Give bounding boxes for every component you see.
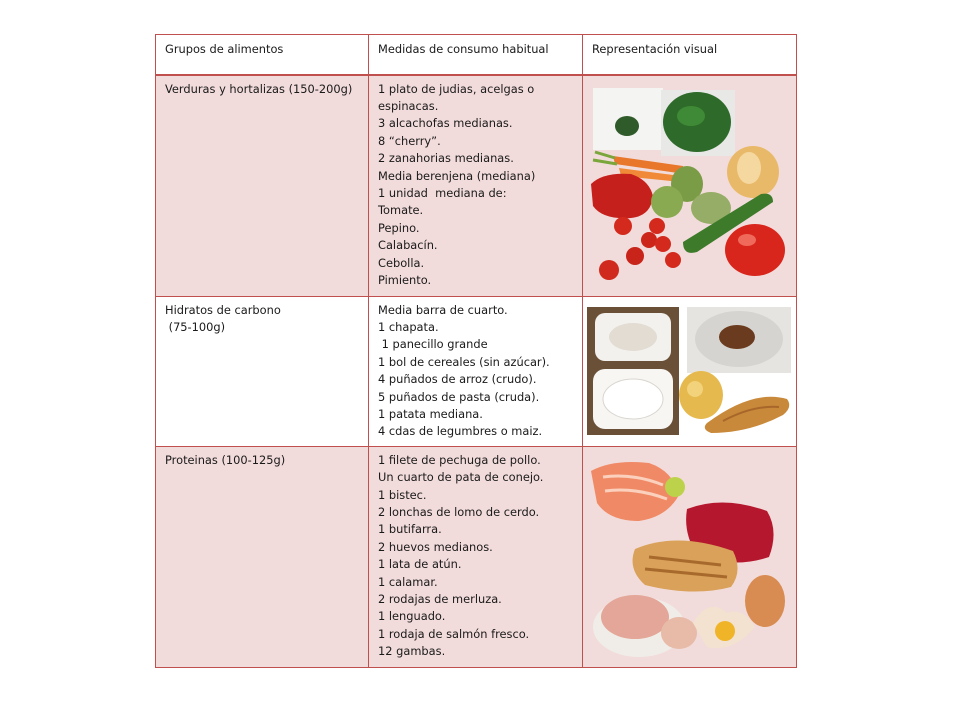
carbohydrates-illustration [583, 297, 795, 445]
measure-line: 1 lenguado. [378, 609, 446, 624]
food-groups-table [155, 34, 797, 668]
measure-line: Tomate. [378, 203, 424, 218]
measures-cell [369, 446, 583, 667]
group-cell [156, 296, 369, 446]
cherry-tomato-icon [641, 232, 657, 248]
measure-line: 1 bol de cereales (sin azúcar). [378, 354, 550, 369]
spinach-small-icon [615, 116, 639, 136]
lentils-icon [719, 325, 755, 349]
measure-line: espinacas. [378, 98, 439, 113]
header-visual: Representación visual [583, 35, 797, 75]
measure-line: 12 gambas. [378, 644, 446, 659]
cherry-tomato-icon [649, 218, 665, 234]
cherry-tomato-icon [626, 247, 644, 265]
egg-icon [745, 575, 785, 627]
visual-cell [583, 296, 797, 446]
tuna-flakes-icon [661, 617, 697, 649]
visual-cell [583, 446, 797, 667]
cherry-tomato-icon [599, 260, 619, 280]
measure-line: 2 zanahorias medianas. [378, 151, 514, 166]
measure-line: 1 patata mediana. [378, 406, 483, 421]
tuna-icon [601, 595, 669, 639]
tomato-highlight-icon [738, 234, 756, 246]
measure-line: 5 puñados de pasta (cruda). [378, 389, 540, 404]
measure-line: 4 puñados de arroz (crudo). [378, 372, 537, 387]
measure-line: 1 panecillo grande [378, 337, 488, 352]
onion-highlight-icon [737, 152, 761, 184]
potato-highlight-icon [687, 381, 703, 397]
table-row [156, 75, 797, 297]
measure-line: 8 “cherry”. [378, 133, 441, 148]
measure-line: 1 chapata. [378, 319, 439, 334]
measure-line: 3 alcachofas medianas. [378, 116, 513, 131]
cereal-icon [609, 323, 657, 351]
measure-line: 1 rodaja de salmón fresco. [378, 626, 530, 641]
measure-line: 1 butifarra. [378, 522, 442, 537]
measure-line: 1 bistec. [378, 487, 427, 502]
vegetables-illustration [583, 76, 795, 296]
measure-line: 1 lata de atún. [378, 557, 462, 572]
lime-icon [665, 477, 685, 497]
measure-line: Media barra de cuarto. [378, 302, 508, 317]
visual-cell [583, 75, 797, 297]
measure-line: Pepino. [378, 220, 420, 235]
group-cell [156, 446, 369, 667]
measure-line: 1 plato de judias, acelgas o [378, 81, 535, 96]
group-cell [156, 75, 369, 297]
chicken-breast-icon [633, 540, 738, 591]
measure-line: Cebolla. [378, 255, 425, 270]
measure-line: Media berenjena (mediana) [378, 168, 536, 183]
potato-icon [679, 371, 723, 419]
table-row [156, 446, 797, 667]
header-groups: Grupos de alimentos [156, 35, 369, 75]
measure-line: 1 filete de pechuga de pollo. [378, 452, 541, 467]
cherry-tomato-icon [665, 252, 681, 268]
measure-line: 4 cdas de legumbres o maiz. [378, 424, 543, 439]
measure-line: 1 calamar. [378, 574, 438, 589]
measure-line: Calabacín. [378, 238, 438, 253]
rice-icon [603, 379, 663, 419]
header-row [156, 35, 797, 75]
measure-line: 2 lonchas de lomo de cerdo. [378, 504, 540, 519]
measure-line: Un cuarto de pata de conejo. [378, 470, 544, 485]
group-label: Verduras y hortalizas (150-200g) [165, 81, 353, 96]
measure-line: Pimiento. [378, 272, 432, 287]
measures-cell [369, 296, 583, 446]
carrot-greens-icon [593, 152, 617, 164]
measures-cell [369, 75, 583, 297]
measure-line: 2 rodajas de merluza. [378, 592, 502, 606]
tomato-icon [725, 224, 785, 276]
egg-yolk-icon [715, 621, 735, 641]
proteins-illustration [583, 447, 795, 667]
table-row [156, 296, 797, 446]
cherry-tomato-icon [655, 236, 671, 252]
measure-line: 2 huevos medianos. [378, 539, 493, 554]
measure-line: 1 unidad mediana de: [378, 185, 507, 200]
cherry-tomato-icon [614, 217, 632, 235]
artichoke-icon [651, 186, 683, 218]
group-label: Proteinas (100-125g) [165, 452, 286, 467]
group-label: Hidratos de carbono [165, 302, 281, 317]
header-measures: Medidas de consumo habitual [369, 35, 583, 75]
group-weight: (75-100g) [165, 319, 226, 334]
red-pepper-icon [591, 173, 653, 218]
spinach-leaf-icon [677, 106, 705, 126]
